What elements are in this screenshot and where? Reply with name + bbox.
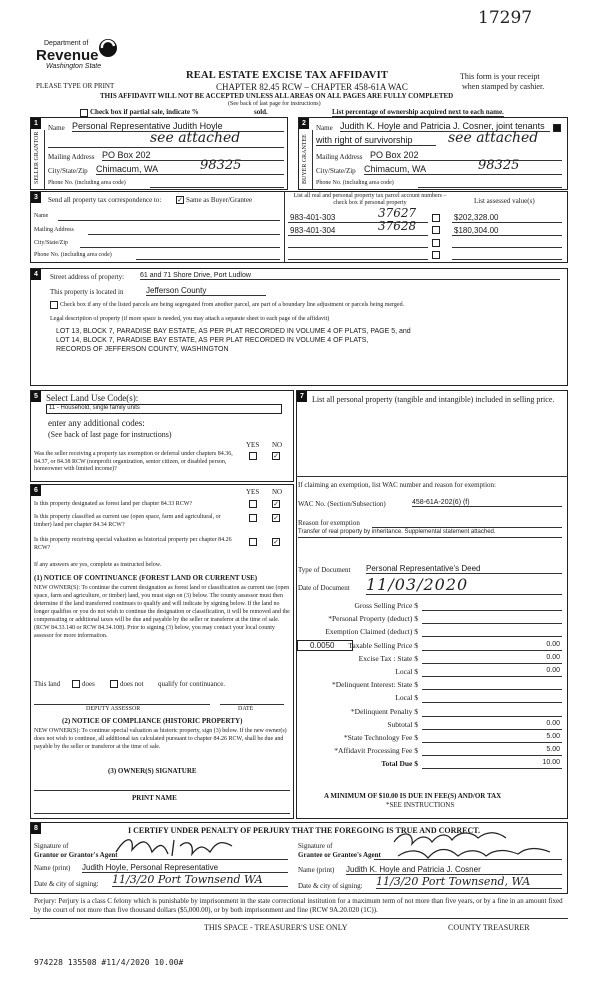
grantee-sig-label-2: Grantee or Grantee's Agent	[298, 851, 381, 859]
sec3-city-label: City/State/Zip	[34, 240, 68, 246]
legal-line-1[interactable]: LOT 13, BLOCK 7, PARADISE BAY ESTATE, AS PER PLAT RECORDED IN VOLUME 4 OF PLATS, PAGE 5, and	[56, 328, 411, 335]
list-percentage-note: List percentage of ownership acquired next to each name.	[332, 108, 504, 116]
see-back: (See back of last page for instructions)	[228, 101, 321, 107]
seller-phone-label: Phone No. (including area code)	[48, 180, 126, 186]
sec6-q3-yes-checkbox[interactable]	[249, 538, 257, 546]
sec5-question-1: Was the seller receiving a property tax exemption or deferral under chapters 84.36, 84.37, or 84.38 RCW (nonprofit organization, senior citizen, or disabled person, homeowner with limited income)?	[34, 451, 233, 472]
assessor-date-label: DATE	[238, 706, 254, 712]
wac-field[interactable]: 458-61A-202(6) (f)	[412, 499, 562, 507]
street-address-field[interactable]: 61 and 71 Shore Drive, Port Ludlow	[140, 272, 560, 280]
partial-sale-label: Check box if partial sale, indicate %	[90, 108, 199, 116]
fee-row-value[interactable]: 0.00	[546, 667, 560, 674]
notice-compliance-body: NEW OWNER(S): To continue special valuation as historic property, sign (3) below. If the new owner(s) does not wish to continue, all additional tax calculated pursuant to chapter 84.26 RCW, shall be due and payable by the seller or transferor at the time of sale.	[34, 728, 287, 750]
grantor-print-label: Name (print)	[34, 864, 71, 872]
land-use-code-value: 11 - Household, single family units	[49, 405, 140, 411]
additional-codes-label: enter any additional codes:	[48, 418, 145, 428]
parcel-personal-checkbox-2[interactable]	[432, 226, 440, 234]
doc-type-field[interactable]: Personal Representative's Deed	[366, 564, 562, 574]
fee-row-label: Gross Selling Price $	[354, 601, 418, 610]
sec5-no: NO	[272, 441, 283, 449]
fee-row-label: Taxable Selling Price $	[348, 640, 418, 650]
parcel-personal-checkbox-3[interactable]	[432, 239, 440, 247]
section-number-7: 7	[297, 391, 307, 402]
buyer-mail-field[interactable]: PO Box 202	[370, 150, 562, 161]
segregated-label: Check box if any of the listed parcels are being segregated from another parcel, are part of a boundary line adjustment or parcels being merged.	[60, 302, 405, 308]
sec5-see-back: (See back of last page for instructions)	[48, 430, 172, 439]
sec6-question-1: Is this property designated as forest land per chapter 84.33 RCW?	[34, 501, 193, 507]
seller-city-label: City/State/Zip	[48, 167, 88, 175]
grantee-signature-icon	[388, 826, 558, 862]
sec6-yes: YES	[246, 488, 260, 496]
deputy-assessor-label: DEPUTY ASSESSOR	[86, 706, 141, 712]
does-checkbox[interactable]	[72, 680, 80, 688]
notice-compliance-title: (2) NOTICE OF COMPLIANCE (HISTORIC PROPERTY)	[62, 717, 243, 725]
seller-see-attached: see attached	[150, 130, 241, 146]
section-number-5: 5	[31, 391, 41, 402]
sec6-question-2: Is this property classified as current use (open space, farm and agricultural, or timber) land per chapter 84.34 RCW?	[34, 514, 221, 528]
fee-row-label: *Affidavit Processing Fee $	[334, 746, 418, 756]
does-not-label: does not	[120, 680, 144, 688]
parcel-personal-checkbox-1[interactable]	[432, 214, 440, 222]
grantee-date-field[interactable]: 11/3/20 Port Townsend, WA	[376, 875, 562, 889]
perjury-statement: Perjury: Perjury is a class C felony which is punishable by imprisonment in the state correctional institution for a maximum term of not more than five years, or by a fine in an amount fixed by the court of not more than five thousand dollars ($5,000.00), or by both imprisonment and fine (RCW 9A.20.020 (1C)).	[34, 897, 563, 914]
legal-line-2[interactable]: LOT 14, BLOCK 7, PARADISE BAY ESTATE, AS PER PLAT RECORDED IN VOLUME 4 OF PLATS,	[56, 337, 369, 344]
seller-mail-field[interactable]: PO Box 202	[102, 150, 284, 161]
treasurer-stamp: 974228 135508 #11/4/2020 10.00#	[34, 958, 184, 967]
form-title: REAL ESTATE EXCISE TAX AFFIDAVIT	[186, 70, 389, 81]
grantor-signature-icon	[112, 832, 242, 860]
fee-row-label: Local $	[395, 667, 418, 676]
grantor-sig-label-1: Signature of	[34, 842, 69, 850]
buyer-name-field-2[interactable]: with right of survivorship	[316, 135, 436, 146]
county-treasurer-label: COUNTY TREASURER	[448, 923, 530, 932]
please-type: PLEASE TYPE OR PRINT	[36, 82, 115, 90]
fee-row-label: *Personal Property (deduct) $	[328, 614, 418, 624]
sold-label: sold.	[254, 108, 268, 116]
dept-line2: Revenue	[36, 47, 99, 64]
fee-row-label: *State Technology Fee $	[343, 733, 418, 742]
reason-label: Reason for exemption	[298, 519, 360, 527]
located-in-label: This property is located in	[50, 288, 124, 296]
grantee-print-label: Name (print)	[298, 866, 335, 874]
reason-field[interactable]: Transfer of real property by inheritance. Supplemental statement attached.	[298, 529, 496, 535]
sec6-no: NO	[272, 488, 283, 496]
notice-continuance-body: NEW OWNER(S): To continue the current designation as forest land or classification as current use (open space, farm and agriculture, or timber) land, you must sign on (3) below. The county assessor must then determine if the land transferred continues to qualify and will indicate by signing below. If the land no longer qualifies or you do not wish to continue the designation or classification, it will be removed and the compensating or additional taxes will be due and payable by the seller or transferor at the time of sale. (RCW 84.33.140 or RCW 84.34.108). Prior to signing (3) below, you may contact your local county assessor for more information.	[34, 585, 290, 639]
parcel-personal-checkbox-4[interactable]	[432, 251, 440, 259]
buyer-zip-hand: 98325	[478, 158, 520, 173]
seller-side-label: SELLER GRANTOR	[34, 131, 40, 184]
grantor-print-field[interactable]: Judith Hoyle, Personal Representative	[82, 863, 288, 873]
buyer-city-field[interactable]: Chimacum, WA	[364, 164, 562, 175]
grantee-sig-label-1: Signature of	[298, 842, 333, 850]
legal-line-3[interactable]: RECORDS OF JEFFERSON COUNTY, WASHINGTON	[56, 346, 229, 353]
sec5-q1-yes-checkbox[interactable]	[249, 452, 257, 460]
segregated-checkbox[interactable]	[50, 301, 58, 309]
buyer-see-attached: see attached	[448, 130, 539, 146]
partial-sale-checkbox[interactable]	[80, 109, 88, 117]
doc-type-label: Type of Document	[298, 566, 351, 574]
seller-name-label: Name	[48, 124, 65, 132]
sec3-phone-label: Phone No. (including area code)	[34, 252, 112, 258]
fee-row-value[interactable]: 10.00	[542, 759, 560, 767]
fee-row-value[interactable]: 0.00	[546, 640, 560, 648]
doc-date-field[interactable]: 11/03/2020	[366, 575, 562, 595]
fee-row-label: Excise Tax : State $	[358, 653, 418, 663]
fee-row-label: Total Due $	[381, 759, 418, 769]
grantee-print-field[interactable]: Judith K. Hoyle and Patricia J. Cosner	[346, 865, 562, 875]
assessed-value-header: List assessed value(s)	[474, 197, 535, 205]
parcel-hand-1: 37627	[378, 206, 417, 220]
certify-statement: I CERTIFY UNDER PENALTY OF PERJURY THAT THE FOREGOING IS TRUE AND CORRECT.	[128, 826, 481, 835]
receipt-note: This form is your receipt	[460, 72, 540, 81]
section-number-1: 1	[31, 118, 41, 129]
seller-name-field[interactable]: Personal Representative Judith Hoyle	[72, 121, 284, 132]
buyer-mail-label: Mailing Address	[316, 153, 363, 161]
form-subtitle: CHAPTER 82.45 RCW – CHAPTER 458-61A WAC	[216, 82, 408, 92]
seller-city-field[interactable]: Chimacum, WA	[96, 164, 284, 175]
doc-date-label: Date of Document	[298, 584, 350, 592]
sec5-yes: YES	[246, 441, 260, 449]
qualify-label: qualify for continuance.	[158, 680, 226, 688]
section-number-8: 8	[31, 823, 41, 834]
buyer-side-label: BUYER GRANTEE	[302, 134, 308, 184]
parcel-value-2[interactable]: $180,304.00	[454, 226, 499, 235]
sec6-if-any: If any answers are yes, complete as instructed below.	[34, 562, 162, 568]
buyer-more-checkbox[interactable]	[553, 124, 561, 132]
form-warning: THIS AFFIDAVIT WILL NOT BE ACCEPTED UNLESS ALL AREAS ON ALL PAGES ARE FULLY COMPLETED	[100, 92, 454, 100]
owner-signature-label: (3) OWNER(S) SIGNATURE	[108, 767, 197, 775]
wac-label: WAC No. (Section/Subsection)	[298, 500, 386, 508]
sec6-q1-no-checkbox[interactable]: ✓	[273, 500, 279, 508]
buyer-name-label: Name	[316, 124, 333, 132]
does-label: does	[82, 680, 95, 688]
county-field[interactable]: Jefferson County	[146, 286, 266, 296]
street-address-label: Street address of property:	[50, 273, 125, 281]
fee-row-label: *Delinquent Interest: State $	[331, 680, 418, 690]
see-instructions-note: *SEE INSTRUCTIONS	[386, 801, 455, 809]
receipt-note-2: when stamped by cashier.	[462, 82, 545, 91]
section-number-3: 3	[31, 192, 41, 203]
fee-row-value[interactable]: 0.00	[546, 653, 560, 661]
fee-row-label: Local $	[395, 693, 418, 703]
sec3-name-label: Name	[34, 213, 49, 219]
local-rate-value: 0.0050	[310, 641, 335, 650]
parcel-hand-2: 37628	[378, 219, 417, 233]
sec6-question-3: Is this property receiving special valuation as historical property per chapter 84.26 RCW?	[34, 537, 232, 551]
dept-line3: Washington State	[46, 63, 102, 70]
grantor-date-label: Date & city of signing:	[34, 880, 99, 888]
fee-row-value[interactable]: 5.00	[546, 733, 560, 740]
grantee-date-label: Date & city of signing:	[298, 882, 363, 890]
corner-number: 17297	[478, 8, 533, 28]
legal-description-label: Legal description of property (if more space is needed, you may attach a separate sheet to each page of the affidavit)	[50, 316, 330, 322]
buyer-name-field[interactable]: Judith K. Hoyle and Patricia J. Cosner, joint tenants	[340, 121, 550, 132]
parcel-number-2[interactable]: 983-401-304	[290, 226, 336, 235]
buyer-phone-label: Phone No. (including area code)	[316, 180, 394, 186]
seller-mail-label: Mailing Address	[48, 153, 95, 161]
fee-row-value[interactable]: 0.00	[546, 719, 560, 727]
send-correspondence-label: Send all property tax correspondence to:	[48, 196, 162, 204]
sec6-q2-no-checkbox[interactable]: ✓	[273, 514, 279, 522]
print-name-label: PRINT NAME	[132, 794, 177, 802]
dept-line1: Department of	[44, 40, 89, 47]
sec6-q3-no-checkbox[interactable]: ✓	[273, 538, 279, 546]
land-use-label: Select Land Use Code(s):	[46, 393, 139, 403]
minimum-due-note: A MINIMUM OF $10.00 IS DUE IN FEE(S) AND/OR TAX	[324, 792, 502, 800]
parcel-number-1[interactable]: 983-401-303	[290, 213, 336, 222]
section-number-4: 4	[31, 269, 41, 280]
grantor-sig-label-2: Grantor or Grantor's Agent	[34, 851, 118, 859]
fee-row-label: Exemption Claimed (deduct) $	[325, 627, 418, 637]
parcel-list-header: List all real and personal property tax parcel account numbers – check box if personal property	[293, 193, 447, 206]
notice-continuance-title: (1) NOTICE OF CONTINUANCE (FOREST LAND OR CURRENT USE)	[34, 574, 258, 582]
buyer-city-label: City/State/Zip	[316, 167, 356, 175]
fee-row-label: *Delinquent Penalty $	[350, 706, 418, 716]
section-number-2: 2	[299, 118, 309, 129]
parcel-value-1[interactable]: $202,328.00	[454, 213, 499, 222]
exemption-label: If claiming an exemption, list WAC number and reason for exemption:	[298, 481, 496, 489]
this-land-label: This land	[34, 680, 61, 688]
sec6-q2-yes-checkbox[interactable]	[249, 514, 257, 522]
treasurer-use-only: THIS SPACE - TREASURER'S USE ONLY	[204, 923, 348, 932]
personal-property-label: List all personal property (tangible and intangible) included in selling price.	[312, 395, 555, 404]
same-as-buyer-label: Same as Buyer/Grantee	[186, 196, 253, 204]
same-as-buyer-checkbox[interactable]: ✓	[177, 196, 183, 204]
sec5-q1-no-checkbox[interactable]: ✓	[273, 452, 279, 460]
sec6-q1-yes-checkbox[interactable]	[249, 500, 257, 508]
sec3-mail-label: Mailing Address	[34, 227, 74, 233]
does-not-checkbox[interactable]	[110, 680, 118, 688]
section-4	[30, 268, 568, 386]
fee-row-value[interactable]: 5.00	[546, 746, 560, 754]
fee-row-label: Subtotal $	[387, 719, 418, 729]
grantor-date-field[interactable]: 11/3/20 Port Townsend WA	[112, 873, 288, 887]
seller-zip-hand: 98325	[200, 158, 242, 173]
section-number-6: 6	[31, 485, 41, 496]
